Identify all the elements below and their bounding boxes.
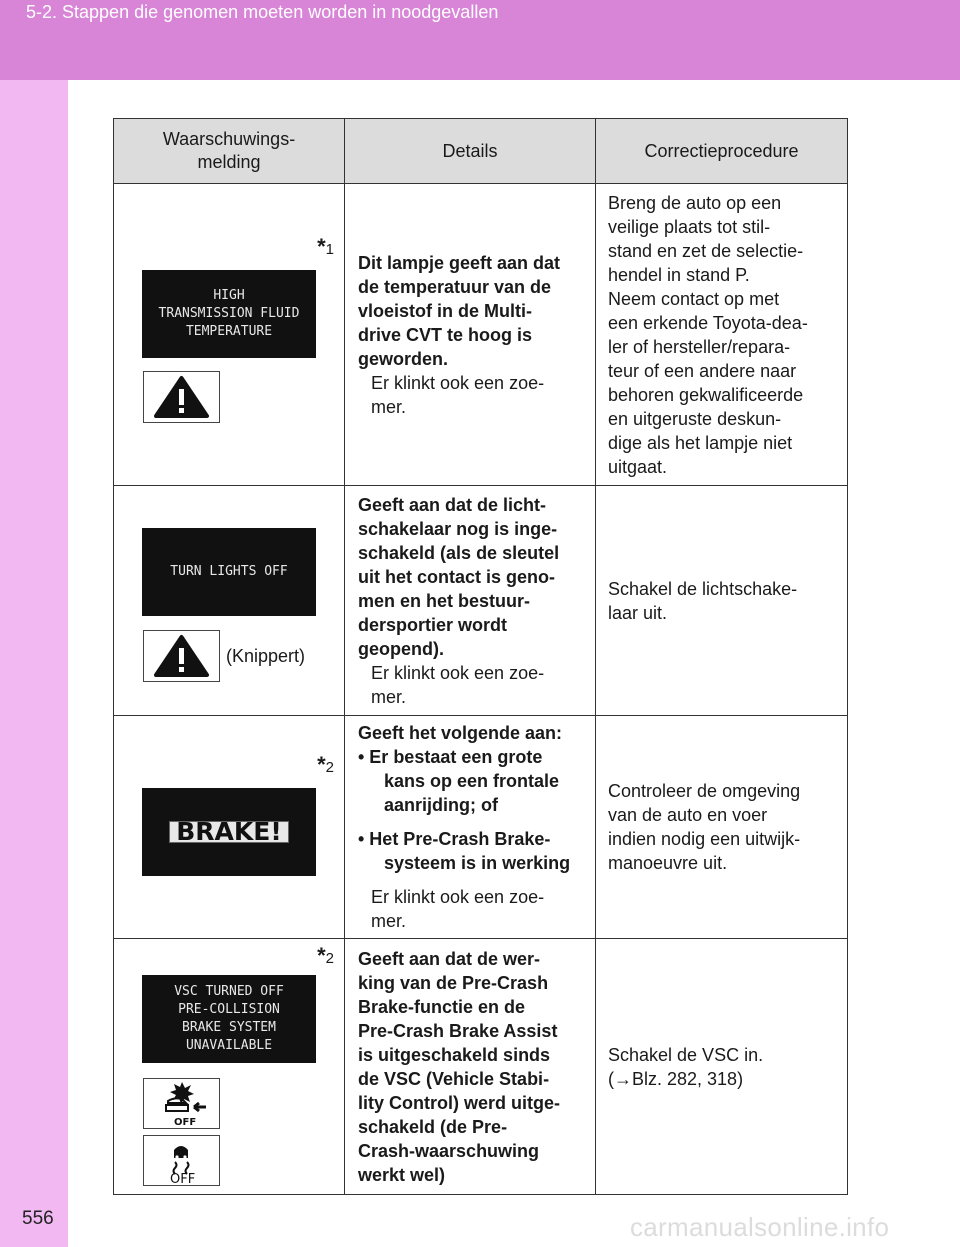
svg-text:OFF: OFF <box>170 1172 196 1185</box>
svg-text:OFF: OFF <box>174 1117 197 1128</box>
footnote-marker: *2 <box>317 943 334 968</box>
warning-display-cell <box>114 716 345 939</box>
warning-display-cell <box>114 486 345 716</box>
list-item: • Er bestaat een grote kans op een frontale aanrijding; of <box>358 747 560 815</box>
watermark: carmanualsonline.info <box>630 1212 890 1242</box>
table-row <box>114 716 848 939</box>
vsc-off-icon <box>143 1135 220 1186</box>
blink-note: (Knippert) <box>226 646 306 666</box>
details-cell: Geeft het volgende aan: • Er bestaat een grote kans op een frontale aanrijding; of • Het Pre-Crash Brake- systeem is in werking Er klinkt ook een zoe- mer. <box>345 716 596 939</box>
side-margin-band <box>0 80 68 1247</box>
header-warning-message: Waarschuwings- melding <box>114 119 345 184</box>
pre-collision-off-icon <box>143 1078 220 1129</box>
table-row <box>114 184 848 486</box>
footnote-marker: *2 <box>317 752 334 777</box>
warning-triangle-icon <box>143 371 220 423</box>
correction-cell: Schakel de VSC in. (→Blz. 282, 318) <box>596 939 848 1195</box>
correction-cell: Controleer de omgeving van de auto en voer indien nodig een uitwijk- manoeuvre uit. <box>596 716 848 939</box>
header-correction: Correctieprocedure <box>596 119 848 184</box>
warning-display-cell <box>114 184 345 486</box>
correction-cell: Schakel de lichtschake- laar uit. <box>596 486 848 716</box>
table-header-row <box>114 119 848 184</box>
vsc-turned-off-display: VSC TURNED OFF PRE-COLLISION BRAKE SYSTEM UNAVAILABLE <box>142 975 316 1063</box>
brake-display: BRAKE! <box>142 788 316 876</box>
warning-display-cell <box>114 939 345 1195</box>
turn-lights-off-display: TURN LIGHTS OFF <box>142 528 316 616</box>
header-details: Details <box>345 119 596 184</box>
details-cell: Dit lampje geeft aan dat de temperatuur van de vloeistof in de Multi- drive CVT te hoog is geworden. Er klinkt ook een zoe- mer. <box>345 184 596 486</box>
table-row <box>114 486 848 716</box>
details-cell: Geeft aan dat de licht- schakelaar nog is inge- schakeld (als de sleutel uit het contact is geno- men en het bestuur- dersportier wordt geopend). Er klinkt ook een zoe- mer. <box>345 486 596 716</box>
chapter-header-band <box>0 0 960 80</box>
details-cell: Geeft aan dat de wer- king van de Pre-Crash Brake-functie en de Pre-Crash Brake Assist is uitgeschakeld sinds de VSC (Vehicle Stabi- lity Control) werd uitge- schakeld (de Pre- Crash-waarschuwing werkt wel) <box>345 939 596 1195</box>
high-transmission-fluid-display: HIGH TRANSMISSION FLUID TEMPERATURE <box>142 270 316 358</box>
correction-cell: Breng de auto op een veilige plaats tot stil- stand en zet de selectie- hendel in stand P. Neem contact op met een erkende Toyota-dea- ler of hersteller/repara- teur of een andere naar behoren gekwalificeerde en uitgeruste deskun- dige als het lampje niet uitgaat. <box>596 184 848 486</box>
chapter-title: 5-2. Stappen die genomen moeten worden in noodgevallen <box>26 2 499 22</box>
footnote-marker: *1 <box>317 234 334 259</box>
warning-triangle-icon <box>143 630 220 682</box>
page-number: 556 <box>22 1208 54 1229</box>
table-row <box>114 939 848 1195</box>
list-item: • Het Pre-Crash Brake- systeem is in werking <box>358 829 571 873</box>
warning-message-table <box>113 118 848 1195</box>
